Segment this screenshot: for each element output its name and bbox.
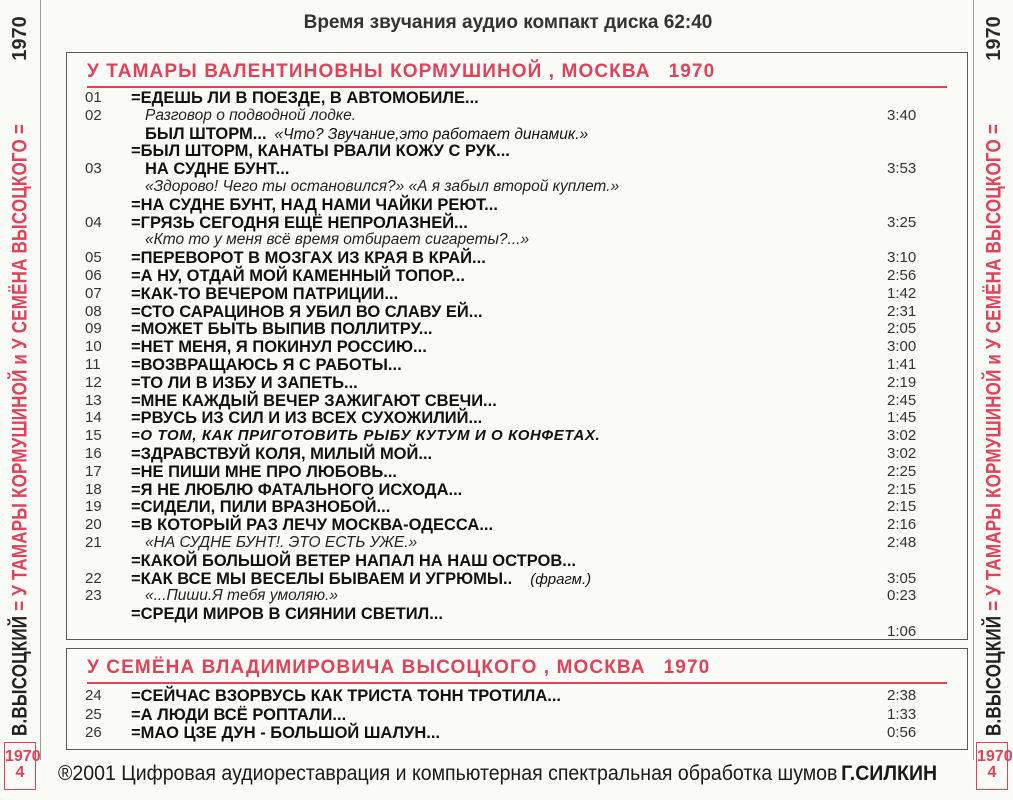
fragment-note: (фрагм.) xyxy=(530,570,592,588)
track-number: 16 xyxy=(85,445,102,462)
spoken-comment: «Кто то у меня всё время отбирает сигареты?...» xyxy=(145,231,530,249)
track-duration: 2:16 xyxy=(887,516,917,534)
track-number: 07 xyxy=(85,284,102,302)
spine-artist: В.ВЫСОЦКИЙ xyxy=(981,615,1006,737)
spine-year: 1970 xyxy=(8,15,31,61)
track-duration: 2:56 xyxy=(887,267,917,284)
song-title: НА СУДНЕ БУНТ... xyxy=(145,160,290,179)
song-title: =СТО САРАЦИНОВ Я УБИЛ ВО СЛАВУ ЕЙ... xyxy=(131,302,483,321)
track-number: 13 xyxy=(85,391,102,409)
spoken-comment: «...Пиши.Я тебя умоляю.» xyxy=(145,587,338,605)
track-duration: 3:10 xyxy=(887,249,917,267)
song-title: =НА СУДНЕ БУНТ, НАД НАМИ ЧАЙКИ РЕЮТ... xyxy=(131,195,498,214)
track-duration: 2:15 xyxy=(887,480,917,498)
spine-album-title: = У ТАМАРЫ КОРМУШИНОЙ и У СЕМЁНА ВЫСОЦКОГО = xyxy=(981,123,1006,611)
track-number: 08 xyxy=(85,302,102,320)
track-number: 12 xyxy=(85,373,102,391)
track-duration: 2:19 xyxy=(887,373,917,391)
song-title: =А НУ, ОТДАЙ МОЙ КАМЕННЫЙ ТОПОР... xyxy=(131,267,465,285)
track-duration: 2:31 xyxy=(887,302,917,320)
track-duration: 2:45 xyxy=(887,391,917,409)
track-number: 10 xyxy=(85,338,102,356)
song-title: =В КОТОРЫЙ РАЗ ЛЕЧУ МОСКВА-ОДЕССА... xyxy=(131,516,494,535)
track-number: 20 xyxy=(85,516,102,534)
track-number: 24 xyxy=(85,687,102,704)
track-number: 23 xyxy=(85,587,102,605)
track-duration: 2:38 xyxy=(887,687,917,704)
section-vysotsky xyxy=(66,648,968,750)
track-duration: 1:42 xyxy=(887,284,917,302)
track-duration: 2:48 xyxy=(887,534,917,551)
spoken-comment: «Здорово! Чего ты остановился?» «А я забыл второй куплет.» xyxy=(145,178,620,195)
spine-year: 1970 xyxy=(982,15,1005,61)
track-duration: 2:25 xyxy=(887,462,917,480)
track-number: 09 xyxy=(85,320,102,338)
section-title: У ТАМАРЫ ВАЛЕНТИНОВНЫ КОРМУШИНОЙ , МОСКВА 1970 xyxy=(87,61,716,82)
track-number: 26 xyxy=(85,724,102,741)
track-number: 01 xyxy=(85,89,102,106)
song-title: =А ЛЮДИ ВСЁ РОПТАЛИ... xyxy=(131,705,347,724)
corner-badge: 1970 4 xyxy=(4,742,36,790)
running-time-header: Время звучания аудио компакт диска 62:40 xyxy=(303,12,713,33)
track-duration: 1:41 xyxy=(887,356,917,373)
song-title: =КАК ВСЕ МЫ ВЕСЕЛЫ БЫВАЕМ И УГРЮМЫ.. (фрагм.) xyxy=(131,569,592,588)
song-title: =СИДЕЛИ, ПИЛИ ВРАЗНОБОЙ... xyxy=(131,498,391,517)
track-duration: 3:02 xyxy=(887,445,917,462)
track-duration: 0:23 xyxy=(887,587,917,605)
track-duration: 1:33 xyxy=(887,705,917,723)
song-title: =МАО ЦЗЕ ДУН - БОЛЬШОЙ ШАЛУН... xyxy=(131,724,441,742)
song-title: =НЕТ МЕНЯ, Я ПОКИНУЛ РОССИЮ... xyxy=(131,338,427,357)
song-title: =КАКОЙ БОЛЬШОЙ ВЕТЕР НАПАЛ НА НАШ ОСТРОВ... xyxy=(131,551,577,570)
track-number: 25 xyxy=(85,705,102,723)
track-number: 14 xyxy=(85,409,102,427)
track-duration: 1:06 xyxy=(887,623,917,640)
track-number: 18 xyxy=(85,480,102,498)
song-title: =РВУСЬ ИЗ СИЛ И ИЗ ВСЕХ СУХОЖИЛИЙ... xyxy=(131,409,483,428)
track-number: 05 xyxy=(85,249,102,267)
track-number: 17 xyxy=(85,462,102,480)
track-duration: 3:00 xyxy=(887,338,917,356)
track-number: 15 xyxy=(85,427,102,445)
track-duration: 2:15 xyxy=(887,498,917,516)
song-title: =ПЕРЕВОРОТ В МОЗГАХ ИЗ КРАЯ В КРАЙ... xyxy=(131,249,486,268)
song-title: =НЕ ПИШИ МНЕ ПРО ЛЮБОВЬ... xyxy=(131,462,398,481)
spoken-comment: Разговор о подводной лодке. xyxy=(145,106,357,124)
spine-title xyxy=(0,100,40,760)
track-duration: 3:05 xyxy=(887,569,917,587)
spoken-comment: «НА СУДНЕ БУНТ!. ЭТО ЕСТЬ УЖЕ.» xyxy=(145,534,418,551)
section-kormushina xyxy=(66,52,968,640)
track-duration: 0:56 xyxy=(887,724,917,741)
song-title: =КАК-ТО ВЕЧЕРОМ ПАТРИЦИИ... xyxy=(131,284,399,303)
track-duration: 2:05 xyxy=(887,320,917,338)
section-underline xyxy=(87,86,947,88)
song-title: =МНЕ КАЖДЫЙ ВЕЧЕР ЗАЖИГАЮТ СВЕЧИ... xyxy=(131,391,497,410)
section-underline xyxy=(87,682,947,684)
track-number: 21 xyxy=(85,534,102,551)
credits-name: Г.СИЛКИН xyxy=(841,762,938,785)
track-duration: 3:53 xyxy=(887,160,917,178)
track-duration: 3:02 xyxy=(887,427,917,445)
track-number: 06 xyxy=(85,267,102,284)
track-number: 22 xyxy=(85,569,102,587)
track-number: 19 xyxy=(85,498,102,516)
song-title: =ЗДРАВСТВУЙ КОЛЯ, МИЛЫЙ МОЙ... xyxy=(131,445,433,463)
section-title: У СЕМЁНА ВЛАДИМИРОВИЧА ВЫСОЦКОГО , МОСКВА 1970 xyxy=(87,657,711,678)
song-title: =Я НЕ ЛЮБЛЮ ФАТАЛЬНОГО ИСХОДА... xyxy=(131,480,463,499)
spine-title xyxy=(974,100,1013,760)
song-title: =ВОЗВРАЩАЮСЬ Я С РАБОТЫ... xyxy=(131,356,402,374)
spine-album-title: = У ТАМАРЫ КОРМУШИНОЙ и У СЕМЁНА ВЫСОЦКОГО = xyxy=(7,123,32,611)
track-duration: 1:45 xyxy=(887,409,917,427)
right-spine xyxy=(973,0,1013,760)
track-number: 03 xyxy=(85,160,102,178)
song-title: =МОЖЕТ БЫТЬ ВЫПИВ ПОЛЛИТРУ... xyxy=(131,320,433,339)
song-title: =ТО ЛИ В ИЗБУ И ЗАПЕТЬ... xyxy=(131,373,358,392)
track-number: 11 xyxy=(85,356,101,373)
spoken-comment: «Что? Звучание,это работает динамик.» xyxy=(274,125,589,143)
song-title: =БЫЛ ШТОРМ, КАНАТЫ РВАЛИ КОЖУ С РУК... xyxy=(131,142,510,161)
corner-badge: 1970 4 xyxy=(976,742,1008,790)
track-number: 04 xyxy=(85,213,102,231)
song-title: БЫЛ ШТОРМ... «Что? Звучание,это работает динамик.» xyxy=(145,124,589,143)
track-duration: 3:40 xyxy=(887,106,917,124)
song-title: =СРЕДИ МИРОВ В СИЯНИИ СВЕТИЛ... xyxy=(131,605,443,624)
left-spine xyxy=(0,0,41,760)
song-title: =О ТОМ, КАК ПРИГОТОВИТЬ РЫБУ КУТУМ И О КОНФЕТАХ. xyxy=(131,427,601,445)
song-title: =ЕДЕШЬ ЛИ В ПОЕЗДЕ, В АВТОМОБИЛЕ... xyxy=(131,89,479,107)
song-title: =ГРЯЗЬ СЕГОДНЯ ЕЩЁ НЕПРОЛАЗНЕЙ... xyxy=(131,213,468,232)
track-number: 02 xyxy=(85,106,102,124)
spine-artist: В.ВЫСОЦКИЙ xyxy=(7,615,32,737)
song-title: =СЕЙЧАС ВЗОРВУСЬ КАК ТРИСТА ТОНН ТРОТИЛА... xyxy=(131,687,562,705)
track-duration: 3:25 xyxy=(887,213,917,231)
credits-footer: ®2001 Цифровая аудиореставрация и компьютерная спектральная обработка шумов Г.СИЛКИН xyxy=(58,762,938,785)
